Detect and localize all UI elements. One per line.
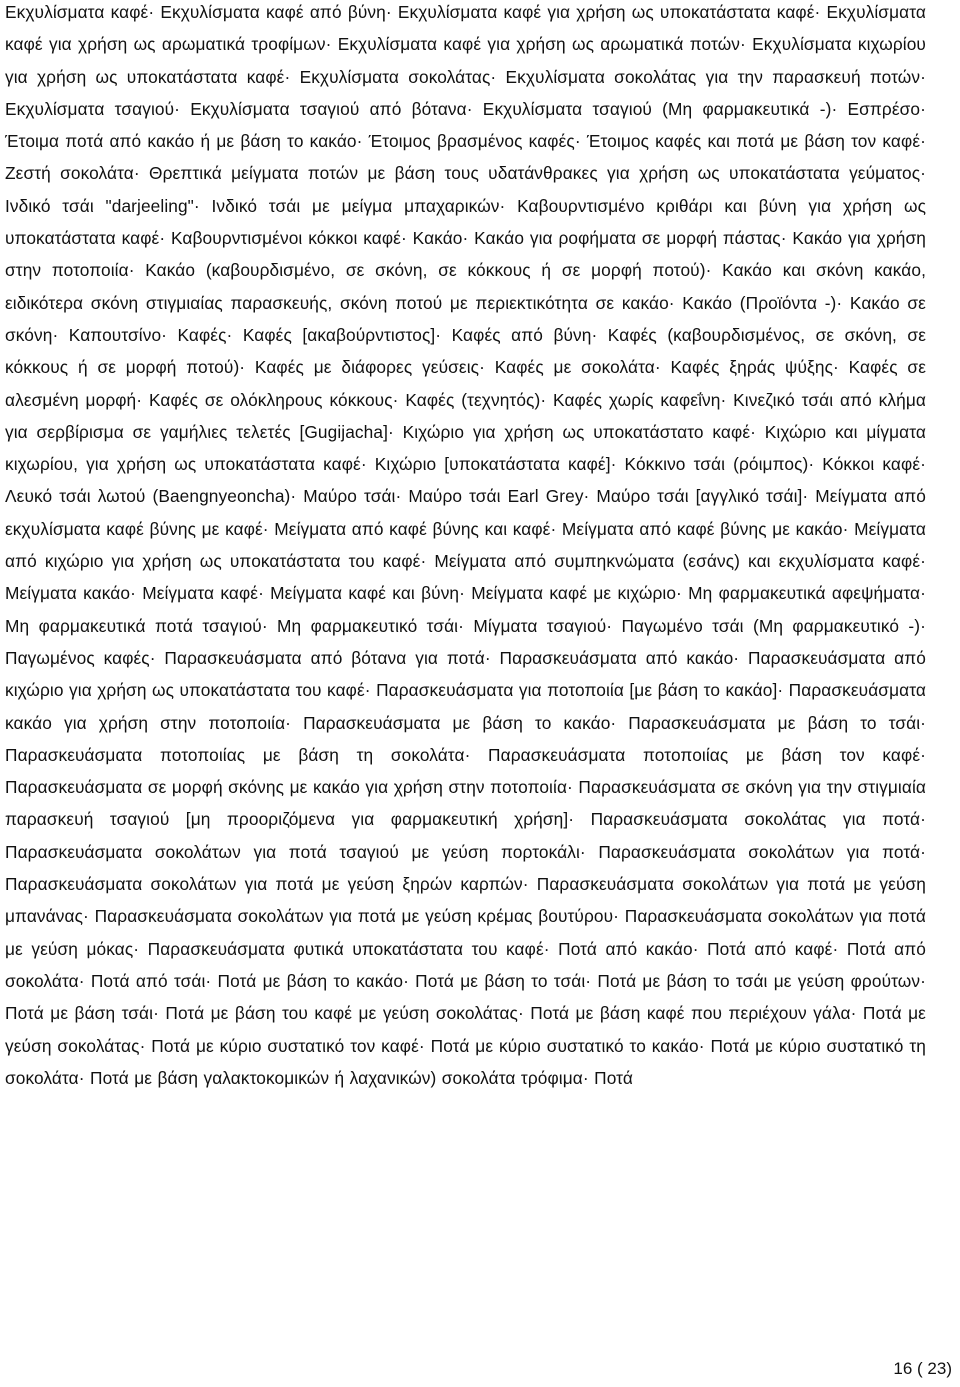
body-text: Εκχυλίσματα καφέ· Εκχυλίσματα καφέ από βύνη· Εκχυλίσματα καφέ για χρήση ως υποκατάστατα καφέ· Εκχυλίσματα καφέ για χρήση ως αρωματικά τροφίμων· Εκχυλίσματα καφέ για χρήση ως αρωματικά ποτών· Εκχυλίσματα κιχωρίου για χρήση ως υποκατάστατα καφέ· Εκχυλίσματα σοκολάτας· Εκχυλίσματα σοκολάτας για την παρασκευή ποτών· Εκχυλίσματα τσαγιού· Εκχυλίσματα τσαγιού από βότανα· Εκχυλίσματα τσαγιού (Μη φαρμακευτικά -)· Εσπρέσο· Έτοιμα ποτά από κακάο ή με βάση το κακάο· Έτοιμος βρασμένος καφές· Έτοιμος καφές και ποτά με βάση τον καφέ· Ζεστή σοκολάτα· Θρεπτικά μείγματα ποτών με βάση τους υδατάνθρακες για χρήση ως υποκατάστατα γεύματος· Ινδικό τσάι "darjeeling"· Ινδικό τσάι με μείγμα μπαχαρικών· Καβουρντισμένο κριθάρι και βύνη για χρήση ως υποκατάστατα καφέ· Καβουρντισμένοι κόκκοι καφέ· Κακάο· Κακάο για ροφήματα σε μορφή πάστας· Κακάο για χρήση στην ποτοποιία· Κακάο (καβουρδισμένο, σε σκόνη, σε κόκκους ή σε μορφή ποτού)· Κακάο και σκόνη κακάο, ειδικότερα σκόνη στιγμιαίας παρασκευής, σκόνη ποτού με περιεκτικότητα σε κακάο· Κακάο (Προϊόντα -)· Κακάο σε σκόνη· Καπουτσίνο· Καφές· Καφές [ακαβούρντιστος]· Καφές από βύνη· Καφές (καβουρδισμένος, σε σκόνη, σε κόκκους ή σε μορφή ποτού)· Καφές με διάφορες γεύσεις· Καφές με σοκολάτα· Καφές ξηράς ψύξης· Καφές σε αλεσμένη μορφή· Καφές σε ολόκληρους κόκκους· Καφές (τεχνητός)· Καφές χωρίς καφεΐνη· Κινεζικό τσάι από κλήμα για σερβίρισμα σε γαμήλιες τελετές [Gugijacha]· Κιχώριο για χρήση ως υποκατάστατο καφέ· Κιχώριο και μίγματα κιχωρίου, για χρήση ως υποκατάστατα καφέ· Κιχώριο [υποκατάστατα καφέ]· Κόκκινο τσάι (ρόιμπος)· Κόκκοι καφέ· Λευκό τσάι λωτού (Baengnyeoncha)· Μαύρο τσάι· Μαύρο τσάι Earl Grey· Μαύρο τσάι [αγγλικό τσάι]· Μείγματα από εκχυλίσματα καφέ βύνης με καφέ· Μείγματα από καφέ βύνης και καφέ· Μείγματα από καφέ βύνης με κακάο· Μείγματα από κιχώριο για χρήση ως υποκατάστατα του καφέ· Μείγματα από συμπηκνώματα (εσάνς) και εκχυλίσματα καφέ· Μείγματα κακάο· Μείγματα καφέ· Μείγματα καφέ και βύνη· Μείγματα καφέ με κιχώριο· Μη φαρμακευτικά αφεψήματα· Μη φαρμακευτικά ποτά τσαγιού· Μη φαρμακευτικό τσάι· Μίγματα τσαγιού· Παγωμένο τσάι (Μη φαρμακευτικό -)· Παγωμένος καφές· Παρασκευάσματα από βότανα για ποτά· Παρασκευάσματα από κακάο· Παρασκευάσματα από κιχώριο για χρήση ως υποκατάστατα του καφέ· Παρασκευάσματα για ποτοποιία [με βάση το κακάο]· Παρασκευάσματα κακάο για χρήση στην ποτοποιία· Παρασκευάσματα με βάση το κακάο· Παρασκευάσματα με βάση το τσάι· Παρασκευάσματα ποτοποιίας με βάση τη σοκολάτα· Παρασκευάσματα ποτοποιίας με βάση τον καφέ· Παρασκευάσματα σε μορφή σκόνης με κακάο για χρήση στην ποτοποιία· Παρασκευάσματα σε σκόνη για την στιγμιαία παρασκευή τσαγιού [μη προοριζόμενα για φαρμακευτική χρήση]· Παρασκευάσματα σοκολάτας για ποτά· Παρασκευάσματα σοκολάτων για ποτά τσαγιού με γεύση πορτοκάλι· Παρασκευάσματα σοκολάτων για ποτά· Παρασκευάσματα σοκολάτων για ποτά με γεύση ξηρών καρπών· Παρασκευάσματα σοκολάτων για ποτά με γεύση μπανάνας· Παρασκευάσματα σοκολάτων για ποτά με γεύση κρέμας βουτύρου· Παρασκευάσματα σοκολάτων για ποτά με γεύση μόκας· Παρασκευάσματα φυτικά υποκατάστατα του καφέ· Ποτά από κακάο· Ποτά από καφέ· Ποτά από σοκολάτα· Ποτά από τσάι· Ποτά με βάση το κακάο· Ποτά με βάση το τσάι· Ποτά με βάση το τσάι με γεύση φρούτων· Ποτά με βάση τσάι· Ποτά με βάση του καφέ με γεύση σοκολάτας· Ποτά με βάση καφέ που περιέχουν γάλα· Ποτά με γεύση σοκολάτας· Ποτά με κύριο συστατικό τον καφέ· Ποτά με κύριο συστατικό το κακάο· Ποτά με κύριο συστατικό τη σοκολάτα· Ποτά με βάση γαλακτοκομικών ή λαχανικών) σοκολάτα τρόφιμα· Ποτά <box>5 2 926 1088</box>
page-number: 16 ( 23) <box>893 1359 952 1378</box>
